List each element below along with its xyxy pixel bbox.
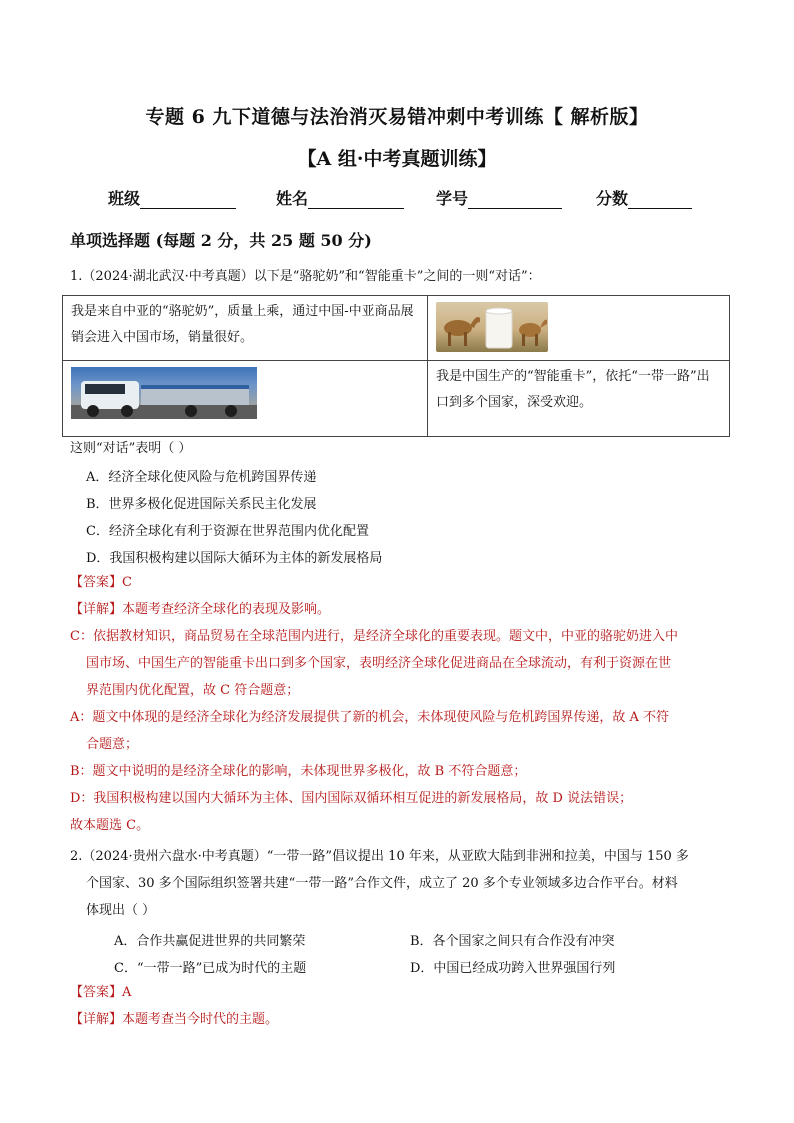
q1-answer: 【答案】C [70, 575, 132, 590]
q1-analysis-line: 合题意； [86, 737, 139, 752]
question-2-stem-line: 体现出（ ） [86, 903, 156, 918]
q1-option-b[interactable]: B．世界多极化促进国际关系民主化发展 [86, 497, 317, 512]
score-blank [628, 190, 692, 209]
q2-option-a[interactable]: A．合作共赢促进世界的共同繁荣 [114, 934, 306, 949]
q1-analysis-line: 国市场、中国生产的智能重卡出口到多个国家，表明经济全球化促进商品在全球流动，有利于资源在世 [86, 656, 672, 671]
q1-analysis-line: 界范围内优化配置，故 C 符合题意； [86, 683, 300, 698]
name-label: 姓名 [276, 189, 309, 208]
camel-milk-image-cell [428, 296, 730, 361]
truck-icon [71, 367, 257, 419]
q1-analysis-line: C：依据教材知识，商品贸易在全球范围内进行，是经济全球化的重要表现。题文中，中亚的骆驼奶进入中 [70, 629, 678, 644]
student-id-label: 学号 [436, 189, 469, 208]
camel-milk-text: 我是来自中亚的“骆驼奶”，质量上乘，通过中国-中亚商品展销会进入中国市场，销量很好。 [63, 296, 428, 361]
q1-option-c[interactable]: C．经济全球化有利于资源在世界范围内优化配置 [86, 524, 369, 539]
score-label: 分数 [596, 189, 629, 208]
document-title: 专题 6 九下道德与法治消灭易错冲刺中考训练【 解析版】 [145, 106, 649, 128]
truck-text: 我是中国生产的“智能重卡”，依托“一带一路”出口到多个国家，深受欢迎。 [428, 361, 730, 437]
class-blank [140, 190, 236, 209]
q1-detail: 【详解】本题考查经济全球化的表现及影响。 [70, 602, 331, 617]
name-field [276, 186, 404, 209]
q2-option-d[interactable]: D．中国已经成功跨入世界强国行列 [410, 961, 616, 976]
q1-analysis-line: 故本题选 C。 [70, 818, 150, 833]
q2-option-c[interactable]: C．“一带一路”已成为时代的主题 [114, 961, 307, 976]
q2-option-b[interactable]: B．各个国家之间只有合作没有冲突 [410, 934, 615, 949]
camel-icon [436, 302, 548, 352]
truck-image [71, 367, 257, 419]
question-2-stem-line: 个国家、30 多个国际组织签署共建“一带一路”合作文件，成立了 20 多个专业领域多边合作平台。材料 [86, 876, 678, 891]
question-1-stem: 1.（2024·湖北武汉·中考真题）以下是“骆驼奶”和“智能重卡”之间的一则“对话”： [70, 269, 541, 284]
name-blank [308, 190, 404, 209]
score-field [596, 186, 692, 209]
q1-option-a[interactable]: A．经济全球化使风险与危机跨国界传递 [86, 470, 317, 485]
q1-analysis-line: B：题文中说明的是经济全球化的影响，未体现世界多极化，故 B 不符合题意； [70, 764, 527, 779]
q1-analysis-line: A：题文中体现的是经济全球化为经济发展提供了新的机会，未体现使风险与危机跨国界传递，故 A 不符 [70, 710, 670, 725]
question-2-stem-line: 2.（2024·贵州六盘水·中考真题）“一带一路”倡议提出 10 年来，从亚欧大陆到非洲和拉美，中国与 150 多 [70, 849, 689, 864]
dialogue-table [62, 295, 730, 437]
q2-answer: 【答案】A [70, 985, 132, 1000]
q2-detail: 【详解】本题考查当今时代的主题。 [70, 1012, 279, 1027]
q1-analysis-line: D：我国积极构建以国内大循环为主体、国内国际双循环相互促进的新发展格局，故 D 说法错误； [70, 791, 633, 806]
q1-option-d[interactable]: D．我国积极构建以国际大循环为主体的新发展格局 [86, 551, 383, 566]
question-1-prompt: 这则“对话”表明（ ） [70, 441, 192, 456]
document-subtitle: 【A 组·中考真题训练】 [297, 148, 497, 170]
class-field [108, 186, 236, 209]
camel-milk-image [436, 302, 548, 352]
section-title: 单项选择题 (每题 2 分，共 25 题 50 分) [70, 231, 372, 250]
student-id-field [436, 186, 562, 209]
truck-image-cell [63, 361, 428, 437]
student-id-blank [468, 190, 562, 209]
class-label: 班级 [108, 189, 141, 208]
